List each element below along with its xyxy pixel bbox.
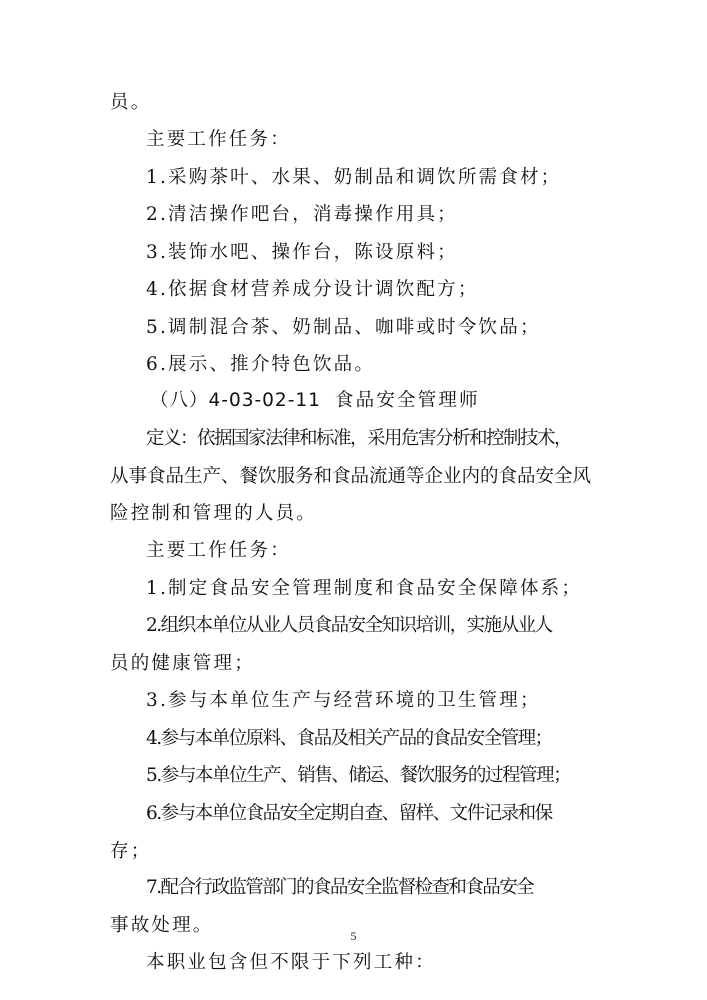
paragraph-line: 事故处理。 xyxy=(110,915,214,936)
paragraph-line: 从事食品生产、餐饮服务和食品流通等企业内的食品安全风 xyxy=(110,466,592,487)
paragraph-line: 2.组织本单位从业人员食品安全知识培训，实施从业人 xyxy=(146,615,552,636)
paragraph-line: 5.参与本单位生产、销售、储运、餐饮服务的过程管理； xyxy=(146,765,571,786)
paragraph-line: 1.制定食品安全管理制度和食品安全保障体系； xyxy=(146,578,583,599)
paragraph-line: 主要工作任务： xyxy=(146,540,291,561)
paragraph-line: 本职业包含但不限于下列工种： xyxy=(146,952,436,973)
paragraph-line: 3.参与本单位生产与经营环境的卫生管理； xyxy=(146,690,541,711)
paragraph-line: 4.依据食材营养成分设计调饮配方； xyxy=(146,279,479,300)
paragraph-line: 存； xyxy=(110,841,152,862)
paragraph-line: 6.参与本单位食品安全定期自查、留样、文件记录和保 xyxy=(146,803,552,824)
paragraph-line: 2.清洁操作吧台，消毒操作用具； xyxy=(146,204,458,225)
paragraph-line: 5.调制混合茶、奶制品、咖啡或时令饮品； xyxy=(146,317,541,338)
section-heading xyxy=(150,389,640,413)
paragraph-line: 7.配合行政监管部门的食品安全监督检查和食品安全 xyxy=(146,877,534,898)
paragraph-line: 员。 xyxy=(110,92,152,113)
paragraph-line: 员的健康管理； xyxy=(110,653,255,674)
paragraph-line: 定义：依据国家法律和标准，采用危害分析和控制技术， xyxy=(146,428,572,449)
paragraph-line: 3.装饰水吧、操作台，陈设原料； xyxy=(146,242,458,263)
paragraph-line: 4.参与本单位原料、食品及相关产品的食品安全管理； xyxy=(146,728,552,749)
paragraph-line: 1.采购茶叶、水果、奶制品和调饮所需食材； xyxy=(146,167,562,188)
section-title: 食品安全管理师 xyxy=(334,390,480,411)
paragraph-line: 主要工作任务： xyxy=(146,129,291,150)
section-number: （八）4-03-02-11 xyxy=(150,390,321,411)
paragraph-line: 险控制和管理的人员。 xyxy=(110,503,318,524)
paragraph-line: 6.展示、推介特色饮品。 xyxy=(146,354,376,375)
page-number: 5 xyxy=(350,929,357,943)
